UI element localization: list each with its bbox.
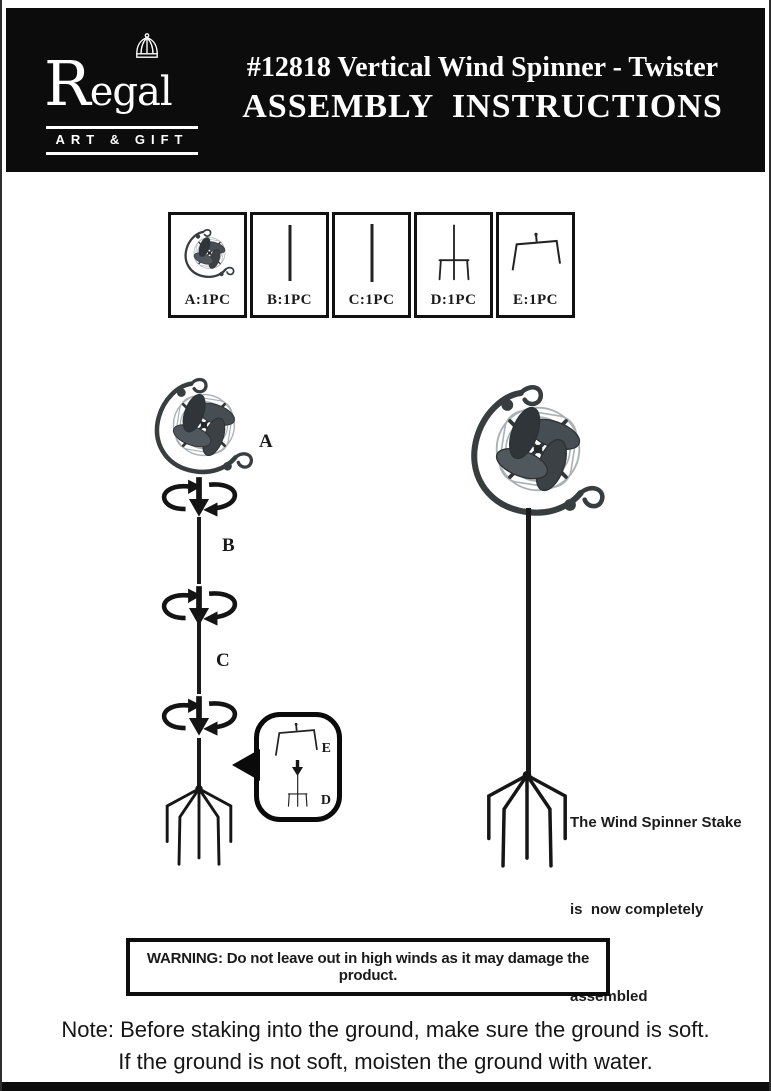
rod-c-illustration [197, 616, 201, 694]
completion-note-line1: The Wind Spinner Stake [570, 814, 742, 831]
u-bracket-part-icon [499, 221, 572, 285]
callout-tail-icon [232, 749, 260, 781]
twist-arrow-icon [157, 477, 241, 521]
footer-note-line1: Note: Before staking into the ground, make sure the ground is soft. [61, 1017, 710, 1042]
document-title: ASSEMBLY INSTRUCTIONS [242, 88, 723, 125]
step-label-a: A [259, 431, 273, 452]
step-label-b: B [222, 535, 235, 556]
part-box-e [496, 212, 575, 318]
part-box-a [168, 212, 247, 318]
header-bar [6, 8, 765, 172]
ground-stake-illustration-right [467, 760, 587, 880]
brand-logo [44, 26, 206, 166]
part-label: B:1PC [267, 292, 312, 308]
rod-part-icon [253, 221, 326, 285]
document-title-block [208, 52, 757, 126]
part-label: D:1PC [430, 292, 477, 308]
callout-label-e: E [321, 741, 331, 756]
assembled-pole-illustration [526, 508, 531, 780]
footer-note [2, 1014, 769, 1078]
warning-text: WARNING: Do not leave out in high winds as it may damage the product. [146, 950, 590, 984]
completion-note-line3: assembled [570, 988, 648, 1005]
step-label-c: C [216, 650, 230, 671]
rod-part-icon [335, 221, 408, 285]
spinner-head-illustration-small [142, 370, 260, 480]
logo-divider-top [46, 126, 198, 129]
spinner-head-part-icon [171, 221, 244, 285]
ground-stake-illustration-left [149, 776, 249, 876]
brand-tagline: ART & GIFT [55, 132, 189, 147]
part-label: E:1PC [513, 292, 558, 308]
part-label: C:1PC [348, 292, 395, 308]
bottom-border-bar [2, 1082, 769, 1091]
completion-note-line2: is now completely [570, 901, 704, 918]
logo-divider-bottom [46, 152, 198, 155]
warning-box [126, 938, 610, 996]
parts-list [168, 212, 575, 318]
footer-note-line2: If the ground is not soft, moisten the ground with water. [118, 1049, 653, 1074]
product-title: #12818 Vertical Wind Spinner - Twister [246, 52, 719, 83]
rod-b-illustration [197, 517, 201, 584]
callout-label-d: D [320, 793, 331, 808]
part-box-c [332, 212, 411, 318]
twist-arrow-icon [157, 696, 241, 740]
brand-name: Regal [44, 47, 172, 120]
ground-fork-part-icon [417, 221, 490, 285]
part-box-d [414, 212, 493, 318]
spinner-head-illustration-large [454, 374, 614, 524]
part-label: A:1PC [184, 292, 231, 308]
stake-detail-callout [254, 712, 342, 822]
part-box-b [250, 212, 329, 318]
